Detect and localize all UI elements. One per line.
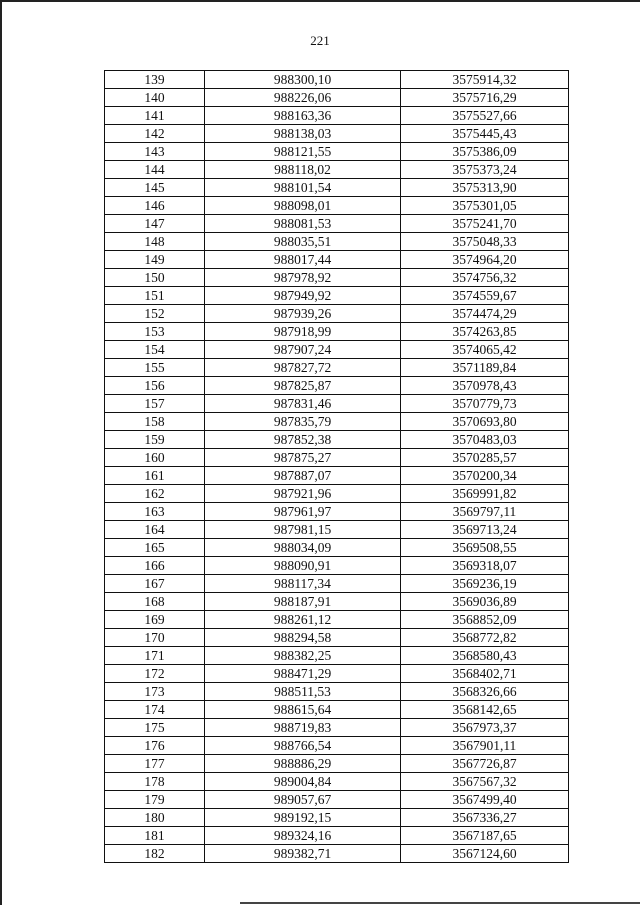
table-row xyxy=(105,143,569,161)
y-coordinate-cell: 3568580,43 xyxy=(401,647,569,665)
point-number-cell: 154 xyxy=(105,341,205,359)
point-number-cell: 163 xyxy=(105,503,205,521)
table-row xyxy=(105,629,569,647)
y-coordinate-cell: 3568772,82 xyxy=(401,629,569,647)
x-coordinate-cell: 988187,91 xyxy=(205,593,401,611)
x-coordinate-cell: 989004,84 xyxy=(205,773,401,791)
x-coordinate-cell: 988261,12 xyxy=(205,611,401,629)
x-coordinate-cell: 987939,26 xyxy=(205,305,401,323)
table-row xyxy=(105,233,569,251)
table-row xyxy=(105,737,569,755)
x-coordinate-cell: 987831,46 xyxy=(205,395,401,413)
table-row xyxy=(105,611,569,629)
x-coordinate-cell: 987852,38 xyxy=(205,431,401,449)
y-coordinate-cell: 3569236,19 xyxy=(401,575,569,593)
table-row xyxy=(105,773,569,791)
x-coordinate-cell: 988226,06 xyxy=(205,89,401,107)
x-coordinate-cell: 989192,15 xyxy=(205,809,401,827)
table-row xyxy=(105,251,569,269)
table-row xyxy=(105,107,569,125)
table-row xyxy=(105,179,569,197)
y-coordinate-cell: 3575716,29 xyxy=(401,89,569,107)
x-coordinate-cell: 988117,34 xyxy=(205,575,401,593)
table-row xyxy=(105,719,569,737)
table-row xyxy=(105,539,569,557)
x-coordinate-cell: 987961,97 xyxy=(205,503,401,521)
y-coordinate-cell: 3575386,09 xyxy=(401,143,569,161)
x-coordinate-cell: 987921,96 xyxy=(205,485,401,503)
y-coordinate-cell: 3568142,65 xyxy=(401,701,569,719)
point-number-cell: 180 xyxy=(105,809,205,827)
point-number-cell: 157 xyxy=(105,395,205,413)
x-coordinate-cell: 987978,92 xyxy=(205,269,401,287)
table-row xyxy=(105,449,569,467)
y-coordinate-cell: 3567901,11 xyxy=(401,737,569,755)
table-row xyxy=(105,575,569,593)
y-coordinate-cell: 3575914,32 xyxy=(401,71,569,89)
x-coordinate-cell: 988615,64 xyxy=(205,701,401,719)
point-number-cell: 169 xyxy=(105,611,205,629)
table-row xyxy=(105,71,569,89)
y-coordinate-cell: 3568402,71 xyxy=(401,665,569,683)
y-coordinate-cell: 3574559,67 xyxy=(401,287,569,305)
y-coordinate-cell: 3570978,43 xyxy=(401,377,569,395)
x-coordinate-cell: 989382,71 xyxy=(205,845,401,863)
table-row xyxy=(105,431,569,449)
point-number-cell: 144 xyxy=(105,161,205,179)
y-coordinate-cell: 3575445,43 xyxy=(401,125,569,143)
table-row xyxy=(105,467,569,485)
x-coordinate-cell: 989324,16 xyxy=(205,827,401,845)
y-coordinate-cell: 3567336,27 xyxy=(401,809,569,827)
point-number-cell: 150 xyxy=(105,269,205,287)
table-row xyxy=(105,215,569,233)
point-number-cell: 160 xyxy=(105,449,205,467)
point-number-cell: 177 xyxy=(105,755,205,773)
y-coordinate-cell: 3570200,34 xyxy=(401,467,569,485)
point-number-cell: 158 xyxy=(105,413,205,431)
point-number-cell: 171 xyxy=(105,647,205,665)
x-coordinate-cell: 987875,27 xyxy=(205,449,401,467)
x-coordinate-cell: 987918,99 xyxy=(205,323,401,341)
table-row xyxy=(105,377,569,395)
table-row xyxy=(105,89,569,107)
y-coordinate-cell: 3574263,85 xyxy=(401,323,569,341)
point-number-cell: 156 xyxy=(105,377,205,395)
x-coordinate-cell: 988294,58 xyxy=(205,629,401,647)
table-row xyxy=(105,809,569,827)
point-number-cell: 155 xyxy=(105,359,205,377)
x-coordinate-cell: 987825,87 xyxy=(205,377,401,395)
y-coordinate-cell: 3575313,90 xyxy=(401,179,569,197)
table-row xyxy=(105,269,569,287)
y-coordinate-cell: 3569318,07 xyxy=(401,557,569,575)
point-number-cell: 170 xyxy=(105,629,205,647)
x-coordinate-cell: 988471,29 xyxy=(205,665,401,683)
page-number: 221 xyxy=(310,33,330,48)
x-coordinate-cell: 988300,10 xyxy=(205,71,401,89)
x-coordinate-cell: 988886,29 xyxy=(205,755,401,773)
y-coordinate-cell: 3569036,89 xyxy=(401,593,569,611)
table-row xyxy=(105,827,569,845)
point-number-cell: 143 xyxy=(105,143,205,161)
y-coordinate-cell: 3567567,32 xyxy=(401,773,569,791)
point-number-cell: 161 xyxy=(105,467,205,485)
y-coordinate-cell: 3567187,65 xyxy=(401,827,569,845)
table-row xyxy=(105,503,569,521)
point-number-cell: 168 xyxy=(105,593,205,611)
y-coordinate-cell: 3570693,80 xyxy=(401,413,569,431)
x-coordinate-cell: 987949,92 xyxy=(205,287,401,305)
point-number-cell: 182 xyxy=(105,845,205,863)
x-coordinate-cell: 988034,09 xyxy=(205,539,401,557)
table-row xyxy=(105,665,569,683)
point-number-cell: 159 xyxy=(105,431,205,449)
x-coordinate-cell: 988511,53 xyxy=(205,683,401,701)
point-number-cell: 141 xyxy=(105,107,205,125)
point-number-cell: 140 xyxy=(105,89,205,107)
table-row xyxy=(105,341,569,359)
y-coordinate-cell: 3570779,73 xyxy=(401,395,569,413)
y-coordinate-cell: 3567973,37 xyxy=(401,719,569,737)
y-coordinate-cell: 3575048,33 xyxy=(401,233,569,251)
y-coordinate-cell: 3569713,24 xyxy=(401,521,569,539)
x-coordinate-cell: 988090,91 xyxy=(205,557,401,575)
x-coordinate-cell: 988121,55 xyxy=(205,143,401,161)
point-number-cell: 142 xyxy=(105,125,205,143)
point-number-cell: 145 xyxy=(105,179,205,197)
table-row xyxy=(105,521,569,539)
point-number-cell: 149 xyxy=(105,251,205,269)
y-coordinate-cell: 3567726,87 xyxy=(401,755,569,773)
x-coordinate-cell: 988163,36 xyxy=(205,107,401,125)
scan-top-edge xyxy=(0,0,640,2)
table-row xyxy=(105,701,569,719)
x-coordinate-cell: 988766,54 xyxy=(205,737,401,755)
point-number-cell: 167 xyxy=(105,575,205,593)
x-coordinate-cell: 988035,51 xyxy=(205,233,401,251)
table-row xyxy=(105,287,569,305)
point-number-cell: 152 xyxy=(105,305,205,323)
coordinates-table xyxy=(104,70,569,863)
point-number-cell: 148 xyxy=(105,233,205,251)
y-coordinate-cell: 3575373,24 xyxy=(401,161,569,179)
table-row xyxy=(105,647,569,665)
table-row xyxy=(105,323,569,341)
coordinates-table-body xyxy=(105,71,569,863)
table-row xyxy=(105,197,569,215)
point-number-cell: 153 xyxy=(105,323,205,341)
table-row xyxy=(105,161,569,179)
table-row xyxy=(105,683,569,701)
point-number-cell: 176 xyxy=(105,737,205,755)
point-number-cell: 178 xyxy=(105,773,205,791)
point-number-cell: 139 xyxy=(105,71,205,89)
point-number-cell: 172 xyxy=(105,665,205,683)
y-coordinate-cell: 3569991,82 xyxy=(401,485,569,503)
x-coordinate-cell: 988017,44 xyxy=(205,251,401,269)
point-number-cell: 175 xyxy=(105,719,205,737)
y-coordinate-cell: 3567499,40 xyxy=(401,791,569,809)
point-number-cell: 166 xyxy=(105,557,205,575)
y-coordinate-cell: 3574964,20 xyxy=(401,251,569,269)
y-coordinate-cell: 3569797,11 xyxy=(401,503,569,521)
table-row xyxy=(105,413,569,431)
point-number-cell: 173 xyxy=(105,683,205,701)
table-row xyxy=(105,557,569,575)
point-number-cell: 151 xyxy=(105,287,205,305)
y-coordinate-cell: 3575527,66 xyxy=(401,107,569,125)
scan-bottom-edge xyxy=(240,902,640,904)
point-number-cell: 181 xyxy=(105,827,205,845)
table-row xyxy=(105,845,569,863)
x-coordinate-cell: 987827,72 xyxy=(205,359,401,377)
table-row xyxy=(105,125,569,143)
point-number-cell: 174 xyxy=(105,701,205,719)
x-coordinate-cell: 988138,03 xyxy=(205,125,401,143)
y-coordinate-cell: 3570285,57 xyxy=(401,449,569,467)
y-coordinate-cell: 3574065,42 xyxy=(401,341,569,359)
table-row xyxy=(105,791,569,809)
y-coordinate-cell: 3575301,05 xyxy=(401,197,569,215)
table-row xyxy=(105,305,569,323)
x-coordinate-cell: 988118,02 xyxy=(205,161,401,179)
x-coordinate-cell: 987835,79 xyxy=(205,413,401,431)
point-number-cell: 164 xyxy=(105,521,205,539)
y-coordinate-cell: 3571189,84 xyxy=(401,359,569,377)
scan-left-edge xyxy=(0,0,2,905)
table-row xyxy=(105,485,569,503)
y-coordinate-cell: 3570483,03 xyxy=(401,431,569,449)
point-number-cell: 165 xyxy=(105,539,205,557)
table-row xyxy=(105,395,569,413)
x-coordinate-cell: 988719,83 xyxy=(205,719,401,737)
point-number-cell: 147 xyxy=(105,215,205,233)
x-coordinate-cell: 988101,54 xyxy=(205,179,401,197)
point-number-cell: 179 xyxy=(105,791,205,809)
y-coordinate-cell: 3574756,32 xyxy=(401,269,569,287)
table-row xyxy=(105,755,569,773)
table-row xyxy=(105,593,569,611)
point-number-cell: 162 xyxy=(105,485,205,503)
x-coordinate-cell: 987981,15 xyxy=(205,521,401,539)
x-coordinate-cell: 989057,67 xyxy=(205,791,401,809)
x-coordinate-cell: 987907,24 xyxy=(205,341,401,359)
x-coordinate-cell: 988098,01 xyxy=(205,197,401,215)
point-number-cell: 146 xyxy=(105,197,205,215)
y-coordinate-cell: 3569508,55 xyxy=(401,539,569,557)
y-coordinate-cell: 3567124,60 xyxy=(401,845,569,863)
y-coordinate-cell: 3568852,09 xyxy=(401,611,569,629)
y-coordinate-cell: 3568326,66 xyxy=(401,683,569,701)
x-coordinate-cell: 987887,07 xyxy=(205,467,401,485)
x-coordinate-cell: 988382,25 xyxy=(205,647,401,665)
table-row xyxy=(105,359,569,377)
y-coordinate-cell: 3574474,29 xyxy=(401,305,569,323)
x-coordinate-cell: 988081,53 xyxy=(205,215,401,233)
y-coordinate-cell: 3575241,70 xyxy=(401,215,569,233)
